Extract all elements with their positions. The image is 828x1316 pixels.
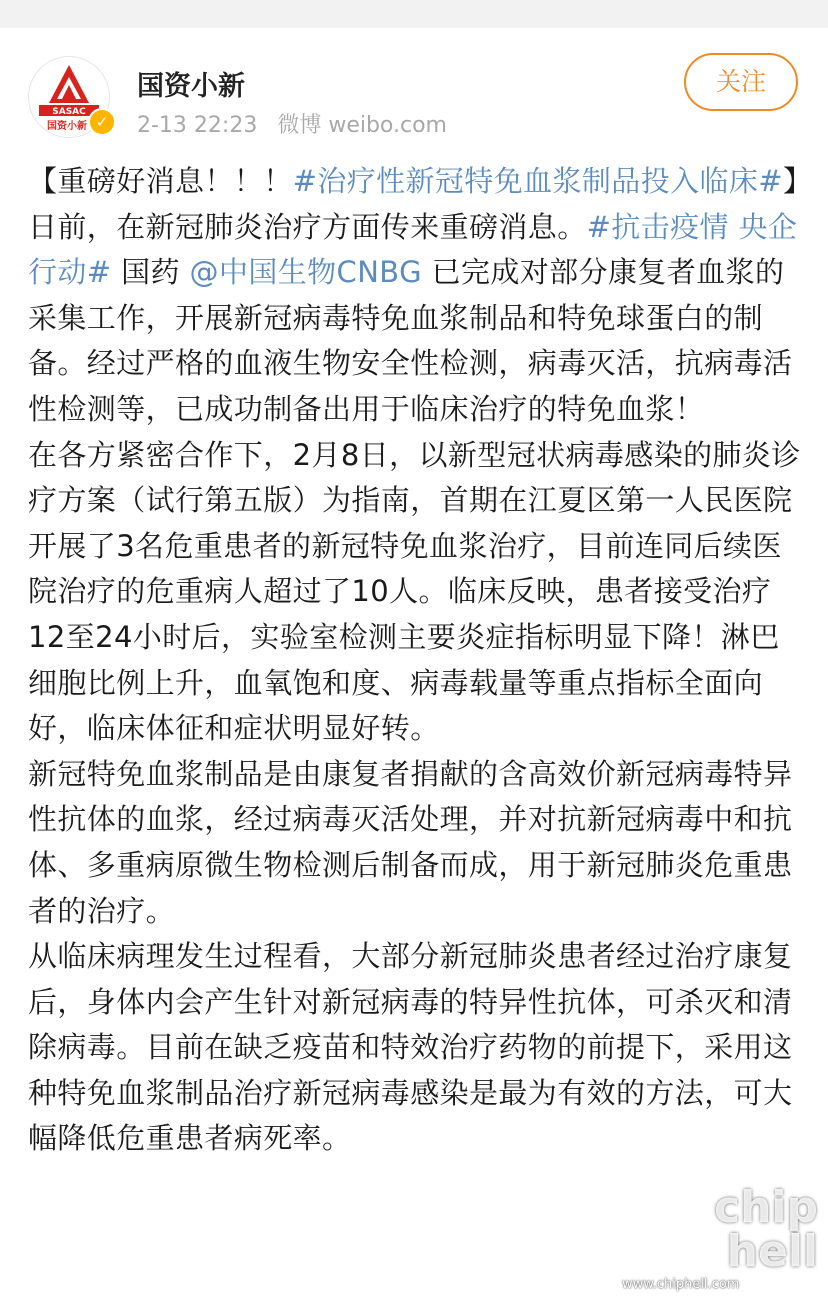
paragraph-3: 新冠特免血浆制品是由康复者捐献的含高效价新冠病毒特异性抗体的血浆，经过病毒灭活处理，并对抗新冠病毒中和抗体、多重病原微生物检测后制备而成，用于新冠肺炎危重患者的治疗。 bbox=[28, 756, 793, 928]
hashtag-link[interactable]: #抗击疫情 央企行动# bbox=[28, 209, 798, 290]
post-text: 【重磅好消息！！！ bbox=[28, 164, 293, 198]
follow-button[interactable]: 关注 bbox=[684, 53, 798, 111]
post-header bbox=[0, 28, 828, 158]
mention-link[interactable]: @中国生物CNBG bbox=[189, 255, 422, 290]
watermark-logo: chip hell bbox=[714, 1182, 818, 1277]
post-text: 国药 bbox=[111, 255, 190, 290]
username[interactable]: 国资小新 bbox=[137, 71, 245, 102]
hashtag-link[interactable]: #治疗性新冠特免血浆制品投入临床# bbox=[292, 164, 784, 198]
avatar-caption: 国资小新 bbox=[47, 121, 87, 132]
timestamp: 2-13 22:23 bbox=[137, 113, 258, 138]
paragraph-4: 从临床病理发生过程看，大部分新冠肺炎患者经过治疗康复后，身体内会产生针对新冠病毒的特异性抗体，可杀灭和清除病毒。目前在缺乏疫苗和特效治疗药物的前提下，采用这种特免血浆制品治疗新冠病毒感染是最为有效的方法，可大幅降低危重患者病死率。 bbox=[28, 939, 793, 1156]
post-content bbox=[28, 159, 804, 1162]
paragraph-1 bbox=[28, 159, 804, 433]
paragraph-2: 在各方紧密合作下，2月8日，以新型冠状病毒感染的肺炎诊疗方案（试行第五版）为指南，首期在江夏区第一人民医院开展了3名危重患者的新冠特免血浆治疗，目前连同后续医院治疗的危重病人超过了10人。临床反映，患者接受治疗12至24小时后，实验室检测主要炎症指标明显下降！淋巴细胞比例上升，血氧饱和度、病毒载量等重点指标全面向好，临床体征和症状明显好转。 bbox=[28, 437, 801, 746]
post-meta bbox=[137, 108, 447, 139]
watermark bbox=[622, 1182, 822, 1296]
post-text: 已完成对部分康复者血浆的采集工作，开展新冠病毒特免血浆制品和特免球蛋白的制备。经过严格的血液生物安全性检测，病毒灭活，抗病毒活性检测等，已成功制备出用于临床治疗的特免血浆！ bbox=[28, 255, 793, 426]
avatar-logo-text: SASAC bbox=[52, 107, 86, 117]
source: 微博 weibo.com bbox=[277, 113, 447, 138]
watermark-url: www.chiphell.com bbox=[622, 1277, 740, 1292]
verified-badge-icon: ✓ bbox=[88, 108, 116, 136]
post-text: 】日前，在新冠肺炎治疗方面传来重磅消息。 bbox=[28, 164, 798, 244]
top-strip bbox=[0, 0, 828, 28]
